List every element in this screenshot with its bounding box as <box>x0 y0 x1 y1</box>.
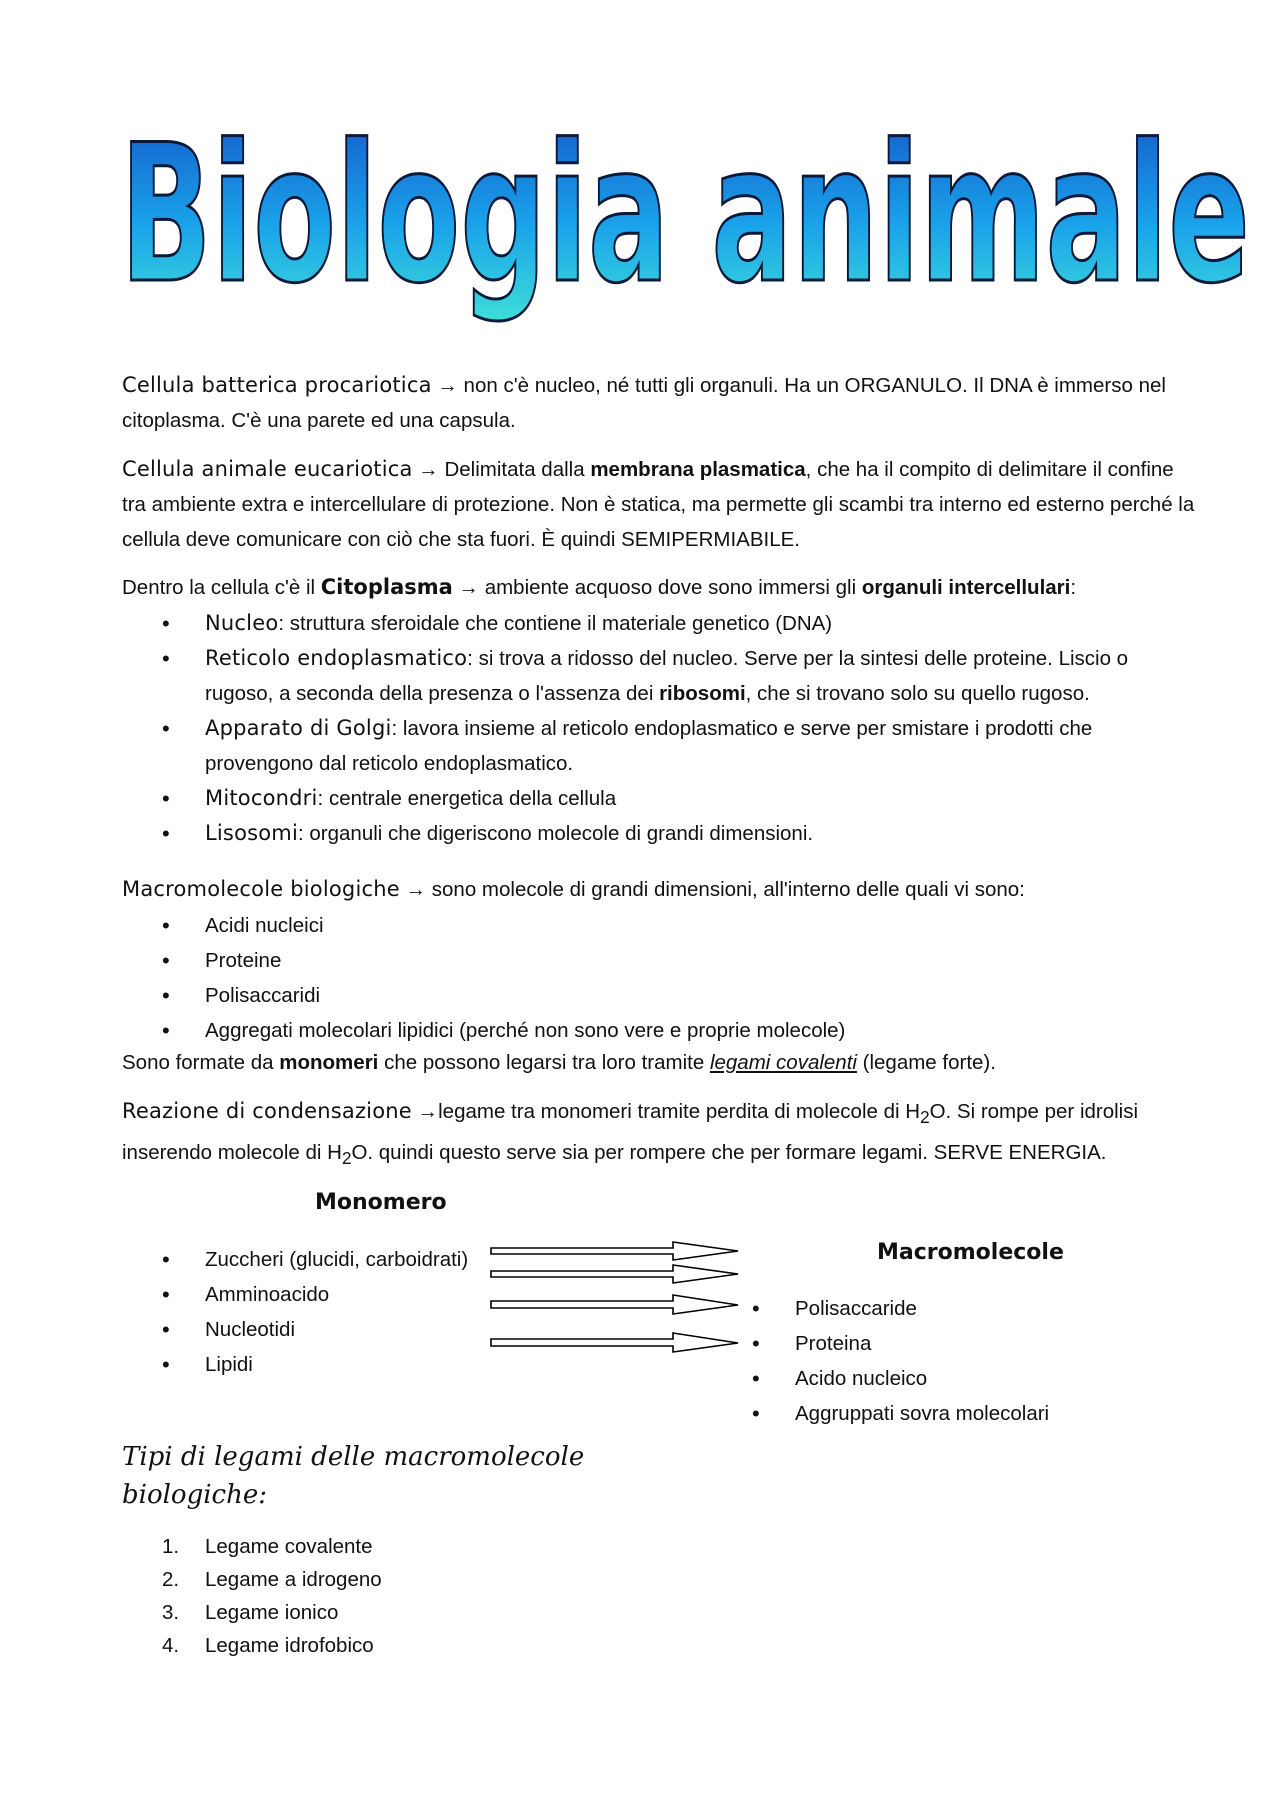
legami-heading <box>122 1438 584 1514</box>
macromolecole-list <box>752 1291 1172 1431</box>
arrow-icon: → <box>405 878 427 901</box>
list-item <box>162 1596 662 1629</box>
organelle-term: Apparato di Golgi <box>205 716 392 740</box>
list-item: • Acido nucleico <box>752 1361 1172 1396</box>
organelle-term: Nucleo <box>205 611 279 635</box>
organelle-text: : struttura sferoidale che contiene il materiale genetico (DNA) <box>278 612 833 635</box>
arrow-right-icon <box>491 1265 738 1283</box>
organelle-text: : lavora insieme al reticolo endoplasmatico e serve per smistare i prodotti che provengono dal reticolo endoplasmatico. <box>205 717 1093 775</box>
paragraph-text: legame tra monomeri tramite perdita di molecole di H <box>438 1100 921 1123</box>
arrow-icon: → <box>437 374 458 397</box>
list-item: • Proteina <box>752 1326 1172 1361</box>
item-number: 2. <box>162 1568 180 1591</box>
paragraph-text: (legame forte). <box>856 1051 996 1074</box>
paragraph-text: che possono legarsi tra loro tramite <box>378 1051 710 1074</box>
paragraph-citoplasma <box>122 570 1202 605</box>
bold-term: organuli intercellulari <box>861 576 1071 599</box>
arrow-icon: → <box>458 576 479 599</box>
item-number: 1. <box>162 1535 180 1558</box>
paragraph-text: O. quindi questo serve sia per rompere che per formare legami. SERVE ENERGIA. <box>351 1141 1107 1165</box>
legami-list <box>162 1530 662 1662</box>
title-wordart <box>115 60 1255 360</box>
bold-term: membrana plasmatica <box>590 458 806 481</box>
term-macromolecole: Macromolecole biologiche <box>122 877 400 901</box>
organelle-text: : organuli che digeriscono molecole di grandi dimensioni. <box>298 822 814 845</box>
term-eucariotica: Cellula animale eucariotica <box>122 457 413 481</box>
subscript: 2 <box>920 1108 930 1128</box>
list-item: • Nucleotidi <box>162 1312 502 1347</box>
list-item: • Lipidi <box>162 1347 502 1382</box>
list-item: • Proteine <box>162 943 1202 978</box>
arrow-right-icon <box>491 1295 738 1314</box>
paragraph-text: Dentro la cellula c'è il <box>122 576 321 599</box>
legami-heading-line: Tipi di legami delle macromolecole <box>122 1442 585 1472</box>
paragraph-text: ambiente acquoso dove sono immersi gli <box>479 576 862 599</box>
list-item: • Polisaccaride <box>752 1291 1172 1326</box>
arrow-icon: → <box>417 1100 439 1123</box>
list-item <box>162 1563 662 1596</box>
item-label: Legame ionico <box>205 1601 339 1624</box>
item-label: Legame a idrogeno <box>205 1568 382 1591</box>
paragraph-text: non c'è nucleo, né tutti gli organuli. Ha un ORGANULO. Il DNA è immerso nel citoplasma. C'è una parete ed una capsula. <box>122 374 1166 432</box>
subscript: 2 <box>341 1149 352 1169</box>
paragraph-procariotica <box>122 368 1202 438</box>
organelle-term: Reticolo endoplasmatico <box>205 646 468 670</box>
paragraph-text: O. Si rompe per idrolisi inserendo molecole di H <box>122 1100 1139 1165</box>
term-procariotica: Cellula batterica procariotica <box>122 373 432 397</box>
monomero-list <box>162 1242 502 1382</box>
item-number: 3. <box>162 1601 180 1624</box>
list-item: • Zuccheri (glucidi, carboidrati) <box>162 1242 502 1277</box>
page-title: Biologia animale <box>120 104 1250 325</box>
list-item <box>162 781 1202 816</box>
underlined-term: legami covalenti <box>709 1051 857 1074</box>
organelle-text: : si trova a ridosso del nucleo. Serve per la sintesi delle proteine. Liscio o rugoso, a seconda della presenza o l'assenza dei <box>205 647 1129 705</box>
arrow-icon: → <box>418 458 439 481</box>
term-citoplasma: Citoplasma <box>320 575 453 599</box>
legami-heading-line: biologiche: <box>122 1480 267 1510</box>
macro-list <box>162 908 1202 1048</box>
list-item: • Amminoacido <box>162 1277 502 1312</box>
paragraph-text: Sono formate da <box>122 1051 280 1074</box>
paragraph-text: Delimitata dalla <box>438 458 591 481</box>
list-item <box>162 816 1202 851</box>
paragraph-monomeri <box>122 1045 1202 1080</box>
list-item: • Acidi nucleici <box>162 908 1202 943</box>
list-item: • Aggruppati sovra molecolari <box>752 1396 1172 1431</box>
paragraph-eucariotica <box>122 452 1202 557</box>
paragraph-text: : <box>1070 576 1077 599</box>
bold-term: ribosomi <box>659 682 746 705</box>
organelle-text: , che si trovano solo su quello rugoso. <box>745 682 1090 705</box>
list-item <box>162 1530 662 1563</box>
list-item <box>162 641 1202 711</box>
macromolecole-heading: Macromolecole <box>877 1240 1064 1265</box>
organelle-term: Mitocondri <box>205 786 318 810</box>
arrow-right-icon <box>491 1333 738 1352</box>
paragraph-text: sono molecole di grandi dimensioni, all'interno delle quali vi sono: <box>426 878 1025 901</box>
list-item: • Aggregati molecolari lipidici (perché non sono vere e proprie molecole) <box>162 1013 1202 1048</box>
list-item <box>162 1629 662 1662</box>
paragraph-condensazione <box>122 1094 1202 1176</box>
item-number: 4. <box>162 1634 180 1657</box>
list-item: • Polisaccaridi <box>162 978 1202 1013</box>
item-label: Legame covalente <box>205 1535 373 1558</box>
list-item <box>162 606 1202 641</box>
paragraph-macromolecole <box>122 872 1202 907</box>
organelle-term: Lisosomi <box>205 821 299 845</box>
term-condensazione: Reazione di condensazione <box>122 1099 412 1123</box>
arrow-right-icon <box>491 1242 738 1260</box>
arrows-diagram <box>488 1238 743 1368</box>
list-item <box>162 711 1202 781</box>
paragraph-text: , che ha il compito di delimitare il confine tra ambiente extra e intercellulare di protezione. Non è statica, ma permette gli scambi tra interno ed esterno perché la cellula deve comunicare con ciò che sta fuori. È quindi SEMIPERMIABILE. <box>122 458 1195 551</box>
organelle-text: : centrale energetica della cellula <box>317 787 617 810</box>
item-label: Legame idrofobico <box>205 1634 374 1657</box>
bold-term: monomeri <box>279 1051 379 1074</box>
organelles-list <box>162 606 1202 851</box>
monomero-heading: Monomero <box>315 1190 447 1215</box>
title-graphic <box>115 60 1255 360</box>
